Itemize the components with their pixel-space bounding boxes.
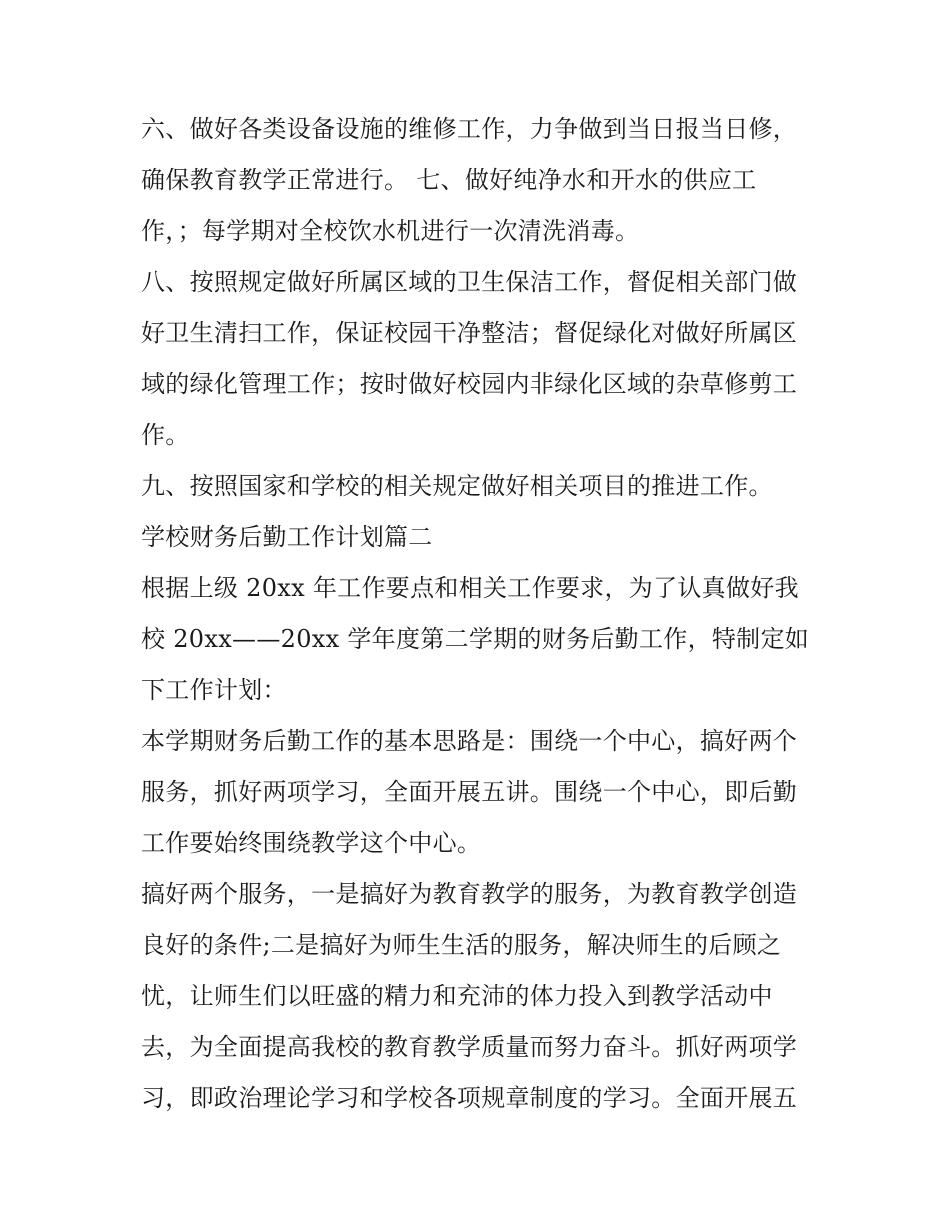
text-line: 服务，抓好两项学习，全面开展五讲。围绕一个中心，即后勤: [141, 778, 798, 806]
text-line: 下工作计划：: [141, 676, 287, 704]
text-line: 校 20xx——20xx 学年度第二学期的财务后勤工作，特制定如: [141, 625, 810, 653]
text-line: 八、按照规定做好所属区域的卫生保洁工作，督促相关部门做: [141, 268, 798, 296]
text-line: 忧，让师生们以旺盛的精力和充沛的体力投入到教学活动中: [141, 982, 773, 1010]
text-line: 工作要始终围绕教学这个中心。: [141, 829, 482, 857]
text-line: 作，；每学期对全校饮水机进行一次清洗消毒。: [141, 217, 640, 245]
text-line: 域的绿化管理工作；按时做好校园内非绿化区域的杂草修剪工: [141, 370, 798, 398]
text-line: 根据上级 20xx 年工作要点和相关工作要求，为了认真做好我: [141, 574, 799, 602]
text-line: 作。: [141, 421, 190, 449]
text-line: 确保教育教学正常进行。 七、做好纯净水和开水的供应工: [141, 166, 757, 194]
text-line: 习，即政治理论学习和学校各项规章制度的学习。全面开展五: [141, 1084, 798, 1112]
text-line: 九、按照国家和学校的相关规定做好相关项目的推进工作。: [141, 472, 773, 500]
text-line: 好卫生清扫工作，保证校园干净整洁；督促绿化对做好所属区: [141, 319, 798, 347]
text-line: 本学期财务后勤工作的基本思路是：围绕一个中心，搞好两个: [141, 727, 798, 755]
text-line: 良好的条件;二是搞好为师生生活的服务，解决师生的后顾之: [141, 931, 782, 959]
text-line: 去，为全面提高我校的教育教学质量而努力奋斗。抓好两项学: [141, 1033, 798, 1061]
section-heading: 学校财务后勤工作计划篇二: [141, 523, 433, 551]
text-line: 六、做好各类设备设施的维修工作，力争做到当日报当日修，: [141, 115, 798, 143]
text-line: 搞好两个服务，一是搞好为教育教学的服务，为教育教学创造: [141, 880, 798, 908]
